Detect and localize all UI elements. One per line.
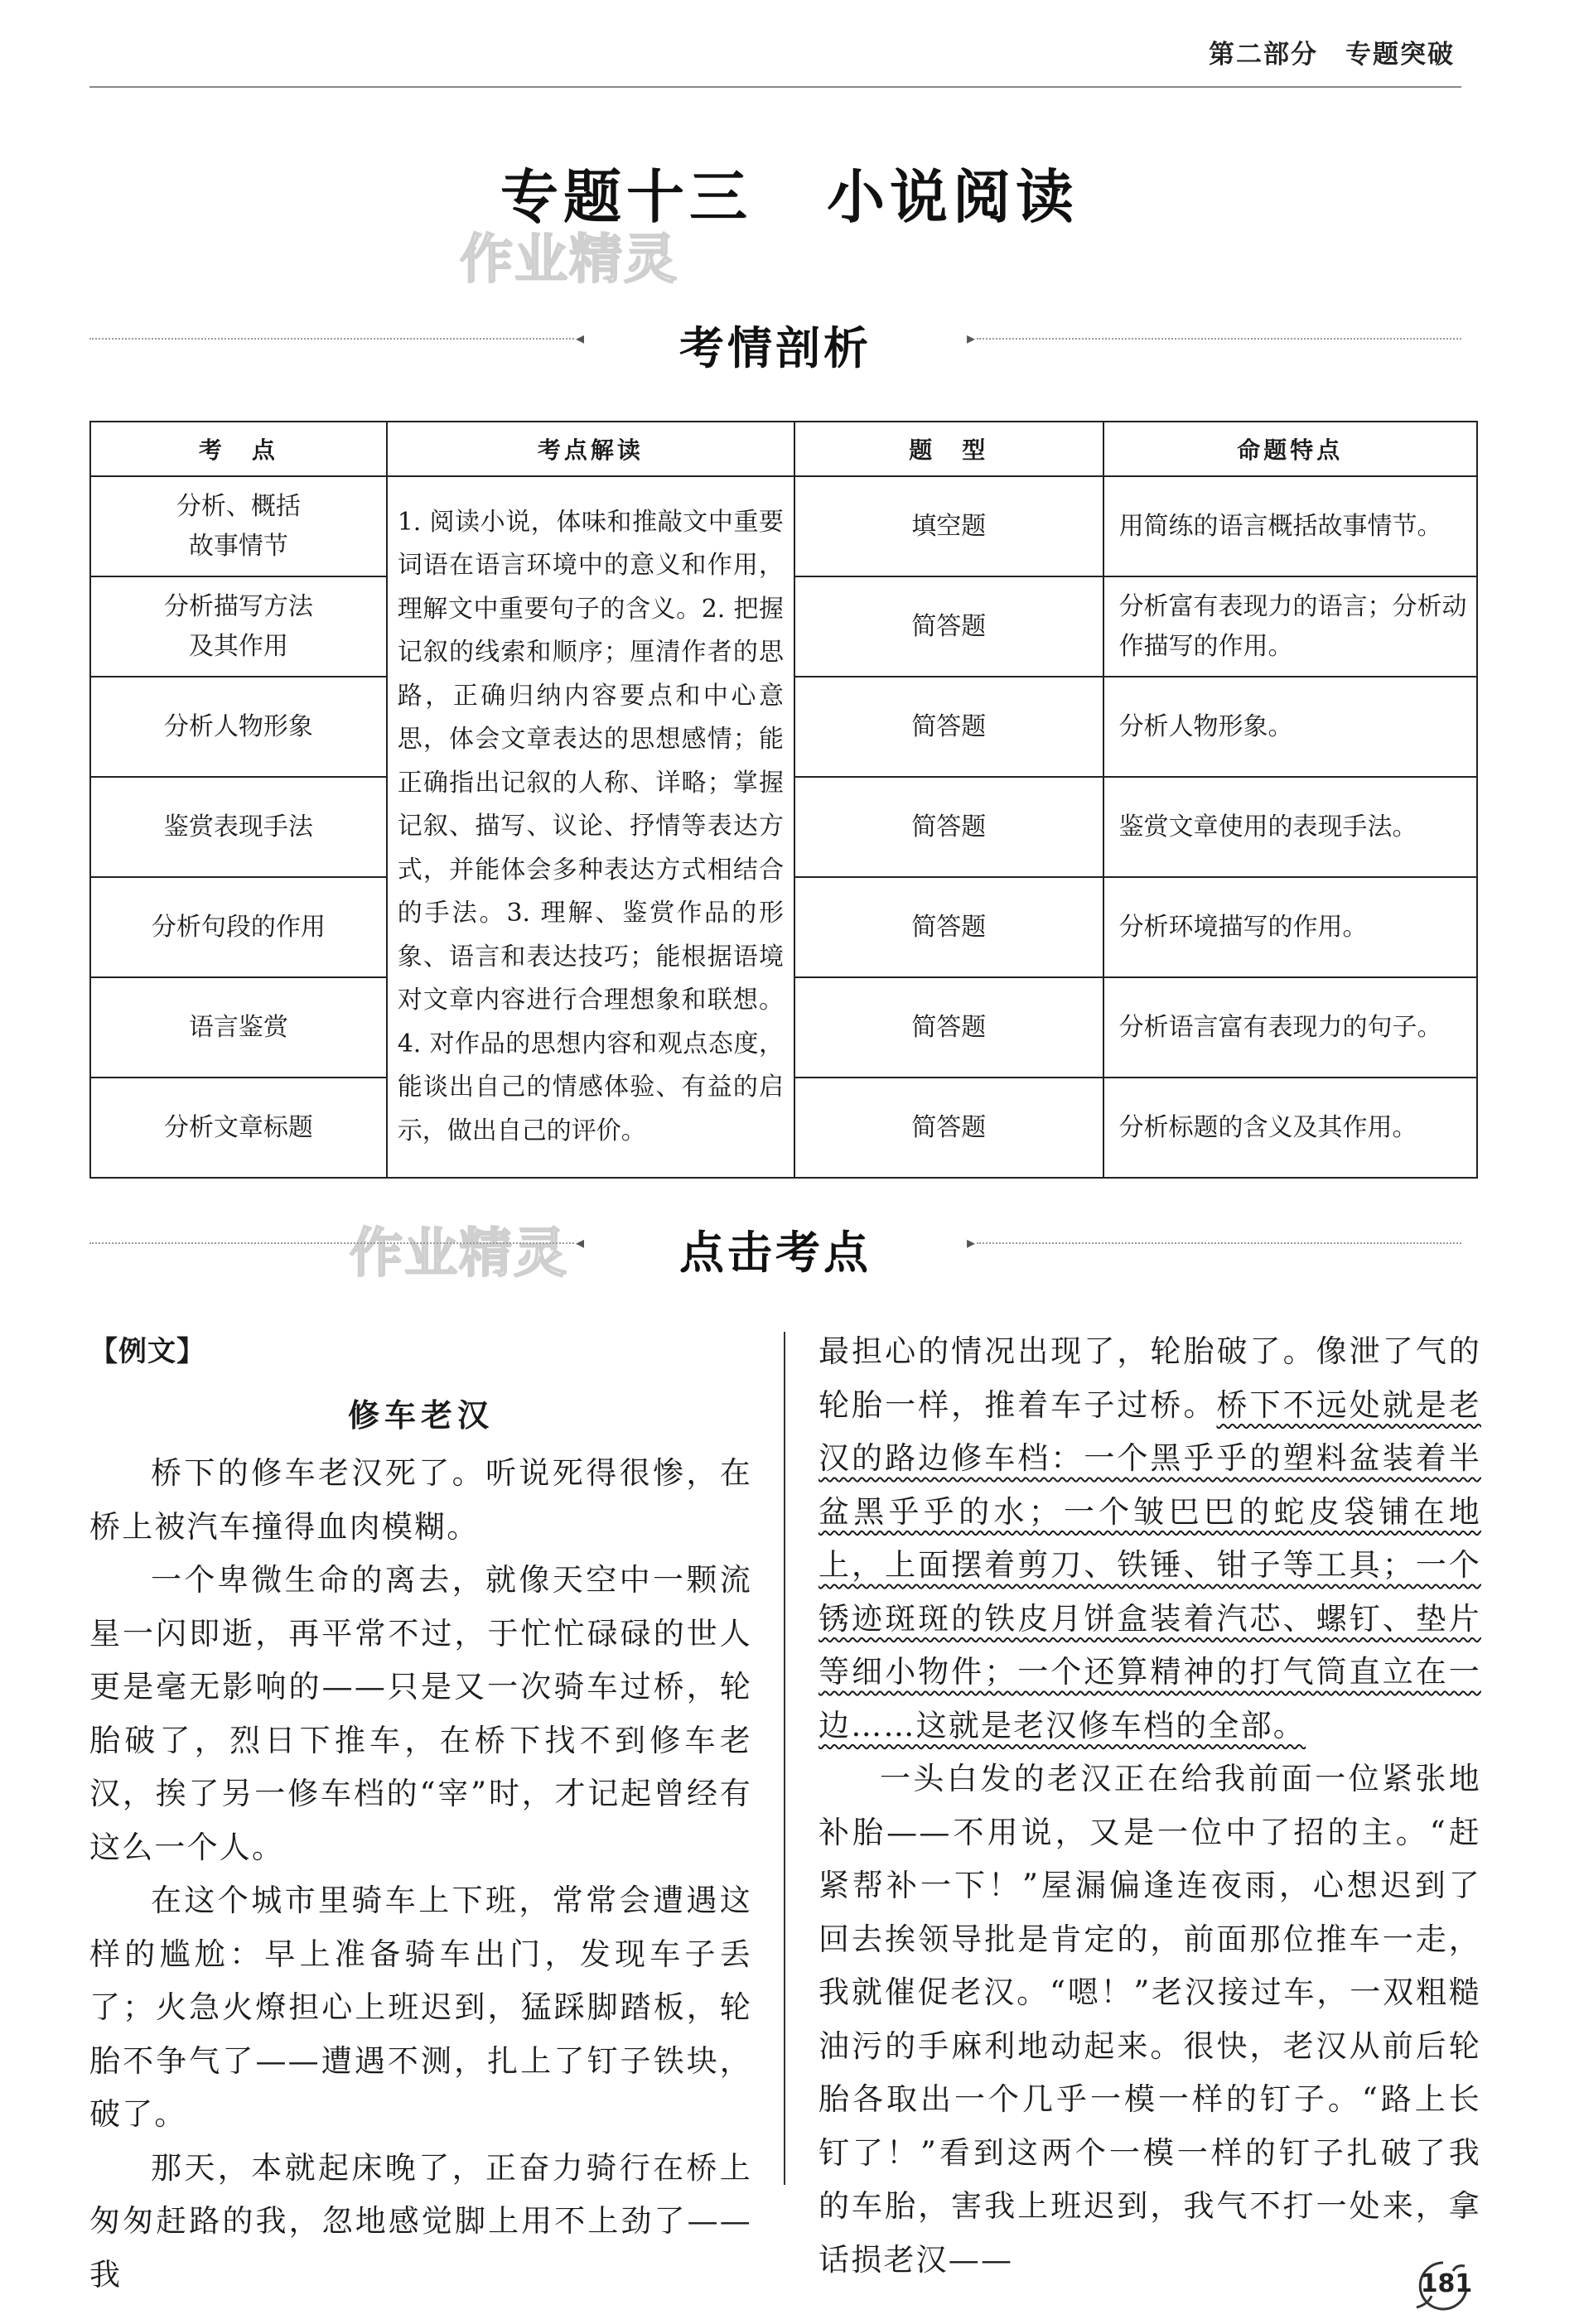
underlined-passage: 桥下不远处就是老汉的路边修车档：一个黑乎乎的塑料盆装着半盆黑乎乎的水；一个皱巴巴的蛇皮袋铺在地上，上面摆着剪刀、铁锤、钳子等工具；一个锈迹斑斑的铁皮月饼盒装着汽芯、螺钉、垫片等细小物件；一个还算精神的打气筒直立在一边……这就是老汉修车档的全部。 (818, 1386, 1481, 1743)
question-type-cell: 简答题 (794, 576, 1103, 677)
article-paragraph: 一头白发的老汉正在给我前面一位紧张地补胎——不用说，又是一位中了招的主。“赶紧帮补一下！”屋漏偏逢连夜雨，心想迟到了回去挨领导批是肯定的，前面那位推车一走，我就催促老汉。“嗯！”老汉接过车，一双粗糙油污的手麻利地动起来。很快，老汉从前后轮胎各取出一个几乎一模一样的钉子。“路上长钉了！”看到这两个一模一样的钉子扎破了我的车胎，害我上班迟到，我气不打一处来，拿话损老汉—— (818, 1761, 1481, 2278)
table-header-cell: 考点解读 (387, 422, 794, 476)
example-label: 【例文】 (89, 1335, 205, 1368)
column-divider (784, 1332, 785, 2185)
question-type-cell: 简答题 (794, 677, 1103, 777)
question-type-cell: 简答题 (794, 877, 1103, 977)
section-header-analysis (89, 313, 1461, 374)
table-header-cell: 考 点 (90, 422, 387, 476)
feature-cell: 用简练的语言概括故事情节。 (1103, 476, 1477, 576)
exam-analysis-table (89, 421, 1478, 1179)
triangle-left-icon: ◂ (576, 1232, 585, 1252)
question-type-cell: 简答题 (794, 1078, 1103, 1178)
running-header: 第二部分 专题突破 (1209, 40, 1455, 70)
triangle-left-icon: ◂ (576, 328, 585, 348)
table-header-cell: 题 型 (794, 422, 1103, 476)
feature-cell: 分析语言富有表现力的句子。 (1103, 977, 1477, 1078)
page-number (1410, 2259, 1476, 2312)
exam-point-cell: 分析句段的作用 (90, 877, 387, 977)
title-part2: 小说阅读 (827, 162, 1079, 231)
question-type-cell: 填空题 (794, 476, 1103, 576)
article-paragraph: 那天，本就起床晚了，正奋力骑行在桥上匆匆赶路的我，忽地感觉脚上用不上劲了——我 (89, 2149, 752, 2293)
article-paragraph: 一个卑微生命的离去，就像天空中一颗流星一闪即逝，再平常不过，于忙忙碌碌的世人更是毫无影响的——只是又一次骑车过桥，轮胎破了，烈日下推车，在桥下找不到修车老汉，挨了另一修车档的“宰”时，才记起曾经有这么一个人。 (89, 1562, 752, 1865)
feature-cell: 分析标题的含义及其作用。 (1103, 1078, 1477, 1178)
exam-point-cell: 鉴赏表现手法 (90, 777, 387, 877)
section-title-points: 点击考点 (679, 1226, 872, 1279)
article-paragraph: 最担心的情况出现了，轮胎破了。像泄了气的轮胎一样，推着车子过桥。桥下不远处就是老汉的路边修车档：一个黑乎乎的塑料盆装着半盆黑乎乎的水；一个皱巴巴的蛇皮袋铺在地上，上面摆着剪刀、铁锤、钳子等工具；一个锈迹斑斑的铁皮月饼盒装着汽芯、螺钉、垫片等细小物件；一个还算精神的打气筒直立在一边……这就是老汉修车档的全部。 (818, 1333, 1481, 1743)
article-left-column (89, 1325, 752, 2302)
section-header-points (89, 1217, 1461, 1279)
feature-cell: 分析环境描写的作用。 (1103, 877, 1477, 977)
question-type-cell: 简答题 (794, 777, 1103, 877)
triangle-right-icon: ▸ (966, 328, 975, 348)
watermark-middle: 作业精灵 (350, 1223, 568, 1285)
exam-point-cell: 分析人物形象 (90, 677, 387, 777)
table-header-row (90, 422, 1477, 476)
table-row (90, 476, 1477, 576)
page-number-text: 181 (1420, 2269, 1473, 2298)
feature-cell: 分析人物形象。 (1103, 677, 1477, 777)
story-title: 修车老汉 (347, 1396, 494, 1434)
article-paragraph: 在这个城市里骑车上下班，常常会遭遇这样的尴尬：早上准备骑车出门，发现车子丢了；火急火燎担心上班迟到，猛踩脚踏板，轮胎不争气了——遭遇不测，扎上了钉子铁块，破了。 (89, 1883, 752, 2132)
header-rule (89, 86, 1461, 88)
interpretation-cell: 1. 阅读小说，体味和推敲文中重要词语在语言环境中的意义和作用，理解文中重要句子的含义。2. 把握记叙的线索和顺序；厘清作者的思路，正确归纳内容要点和中心意思，体会文章表达的思想感情；能正确指出记叙的人称、详略；掌握记叙、描写、议论、抒情等表达方式，并能体会多种表达方式相结合的手法。3. 理解、鉴赏作品的形象、语言和表达技巧；能根据语境对文章内容进行合理想象和联想。4. 对作品的思想内容和观点态度，能谈出自己的情感体验、有益的启示，做出自己的评价。 (387, 476, 794, 1178)
title-part1: 专题十三 (500, 162, 752, 231)
feature-cell: 鉴赏文章使用的表现手法。 (1103, 777, 1477, 877)
exam-point-cell: 分析、概括故事情节 (90, 476, 387, 576)
table-header-cell: 命题特点 (1103, 422, 1477, 476)
triangle-right-icon: ▸ (966, 1232, 975, 1252)
watermark-top: 作业精灵 (460, 229, 678, 291)
exam-point-cell: 语言鉴赏 (90, 977, 387, 1078)
exam-point-cell: 分析文章标题 (90, 1078, 387, 1178)
section-title-analysis: 考情剖析 (679, 321, 872, 374)
feature-cell: 分析富有表现力的语言；分析动作描写的作用。 (1103, 576, 1477, 677)
page-title (0, 151, 1579, 234)
question-type-cell: 简答题 (794, 977, 1103, 1078)
article-paragraph: 桥下的修车老汉死了。听说死得很惨，在桥上被汽车撞得血肉模糊。 (89, 1455, 752, 1545)
article-right-column (818, 1325, 1481, 2287)
exam-point-cell: 分析描写方法及其作用 (90, 576, 387, 677)
